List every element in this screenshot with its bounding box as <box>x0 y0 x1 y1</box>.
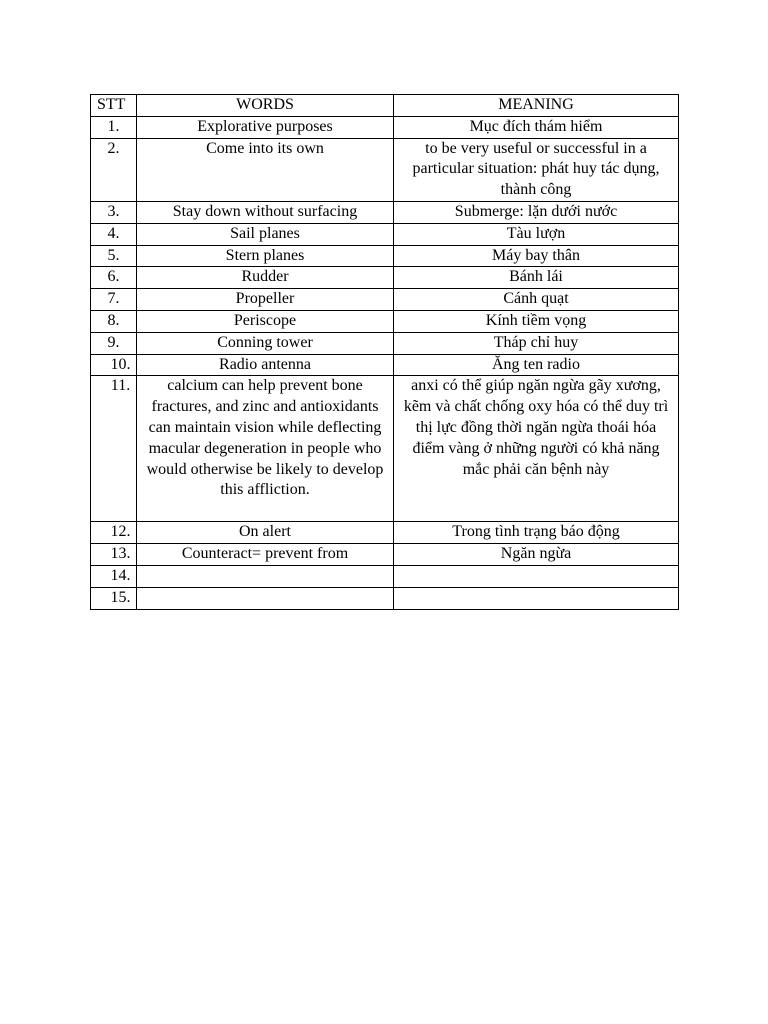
table-row <box>91 522 679 544</box>
row-word: Explorative purposes <box>137 116 394 138</box>
table-row <box>91 332 679 354</box>
row-word: Come into its own <box>137 138 394 201</box>
table-row <box>91 587 679 609</box>
row-number-text: 8. <box>107 311 120 329</box>
row-word <box>137 565 394 587</box>
table-row <box>91 310 679 332</box>
row-number <box>91 289 137 311</box>
row-number-text: 14. <box>110 566 131 584</box>
row-meaning <box>394 587 679 609</box>
row-number-text: 13. <box>110 545 131 563</box>
row-word: calcium can help prevent bone fractures, and zinc and antioxidants can maintain vision while deflecting macular degeneration in people who would otherwise be likely to develop this affliction. <box>137 376 394 522</box>
row-number-text: 10. <box>110 355 131 373</box>
row-meaning: Kính tiềm vọng <box>394 310 679 332</box>
row-meaning: Tàu lượn <box>394 223 679 245</box>
row-number-text: 11. <box>110 377 131 395</box>
row-meaning: Máy bay thân <box>394 245 679 267</box>
row-number-text: 15. <box>110 588 131 606</box>
row-meaning: Mục đích thám hiểm <box>394 116 679 138</box>
row-word: On alert <box>137 522 394 544</box>
row-word: Radio antenna <box>137 354 394 376</box>
row-number <box>91 587 137 609</box>
row-word: Counteract= prevent from <box>137 544 394 566</box>
row-number-text: 5. <box>107 246 120 264</box>
row-number-text: 6. <box>107 268 120 286</box>
row-number <box>91 376 137 522</box>
table-row <box>91 138 679 201</box>
row-word <box>137 587 394 609</box>
row-meaning: Submerge: lặn dưới nước <box>394 201 679 223</box>
row-word: Rudder <box>137 267 394 289</box>
row-number <box>91 354 137 376</box>
row-number <box>91 138 137 201</box>
header-meaning: MEANING <box>394 95 679 117</box>
row-number <box>91 310 137 332</box>
row-meaning: Tháp chỉ huy <box>394 332 679 354</box>
row-number <box>91 565 137 587</box>
row-number <box>91 201 137 223</box>
table-row <box>91 116 679 138</box>
row-word: Propeller <box>137 289 394 311</box>
row-word: Sail planes <box>137 223 394 245</box>
row-number-text: 12. <box>110 523 131 541</box>
row-word: Conning tower <box>137 332 394 354</box>
row-number-text: 3. <box>107 202 120 220</box>
row-word: Stern planes <box>137 245 394 267</box>
row-number-text: 9. <box>107 333 120 351</box>
row-number <box>91 332 137 354</box>
row-number <box>91 245 137 267</box>
table-row <box>91 565 679 587</box>
table-row <box>91 354 679 376</box>
row-meaning: Bánh lái <box>394 267 679 289</box>
table-header-row <box>91 95 679 117</box>
row-meaning: anxi có thể giúp ngăn ngừa gãy xương, kẽm và chất chống oxy hóa có thể duy trì thị lực đồng thời ngăn ngừa thoái hóa điểm vàng ở những người có khả năng mắc phải căn bệnh này <box>394 376 679 522</box>
row-meaning: Cánh quạt <box>394 289 679 311</box>
row-word: Stay down without surfacing <box>137 201 394 223</box>
row-number <box>91 544 137 566</box>
table-row <box>91 289 679 311</box>
row-number-text: 2. <box>107 139 120 157</box>
row-meaning: Trong tình trạng báo động <box>394 522 679 544</box>
table-row <box>91 201 679 223</box>
row-number-text: 1. <box>107 117 120 135</box>
table-row <box>91 223 679 245</box>
row-number <box>91 223 137 245</box>
row-meaning <box>394 565 679 587</box>
vocabulary-table <box>90 94 679 610</box>
row-number <box>91 267 137 289</box>
row-meaning: Ngăn ngừa <box>394 544 679 566</box>
header-stt: STT <box>91 95 137 117</box>
table-row <box>91 267 679 289</box>
row-word: Periscope <box>137 310 394 332</box>
row-number-text: 4. <box>107 224 120 242</box>
row-meaning: to be very useful or successful in a particular situation: phát huy tác dụng, thành công <box>394 138 679 201</box>
header-words: WORDS <box>137 95 394 117</box>
row-number-text: 7. <box>107 290 120 308</box>
table-row <box>91 544 679 566</box>
row-meaning: Ăng ten radio <box>394 354 679 376</box>
table-row <box>91 245 679 267</box>
row-number <box>91 522 137 544</box>
table-row <box>91 376 679 522</box>
row-number <box>91 116 137 138</box>
